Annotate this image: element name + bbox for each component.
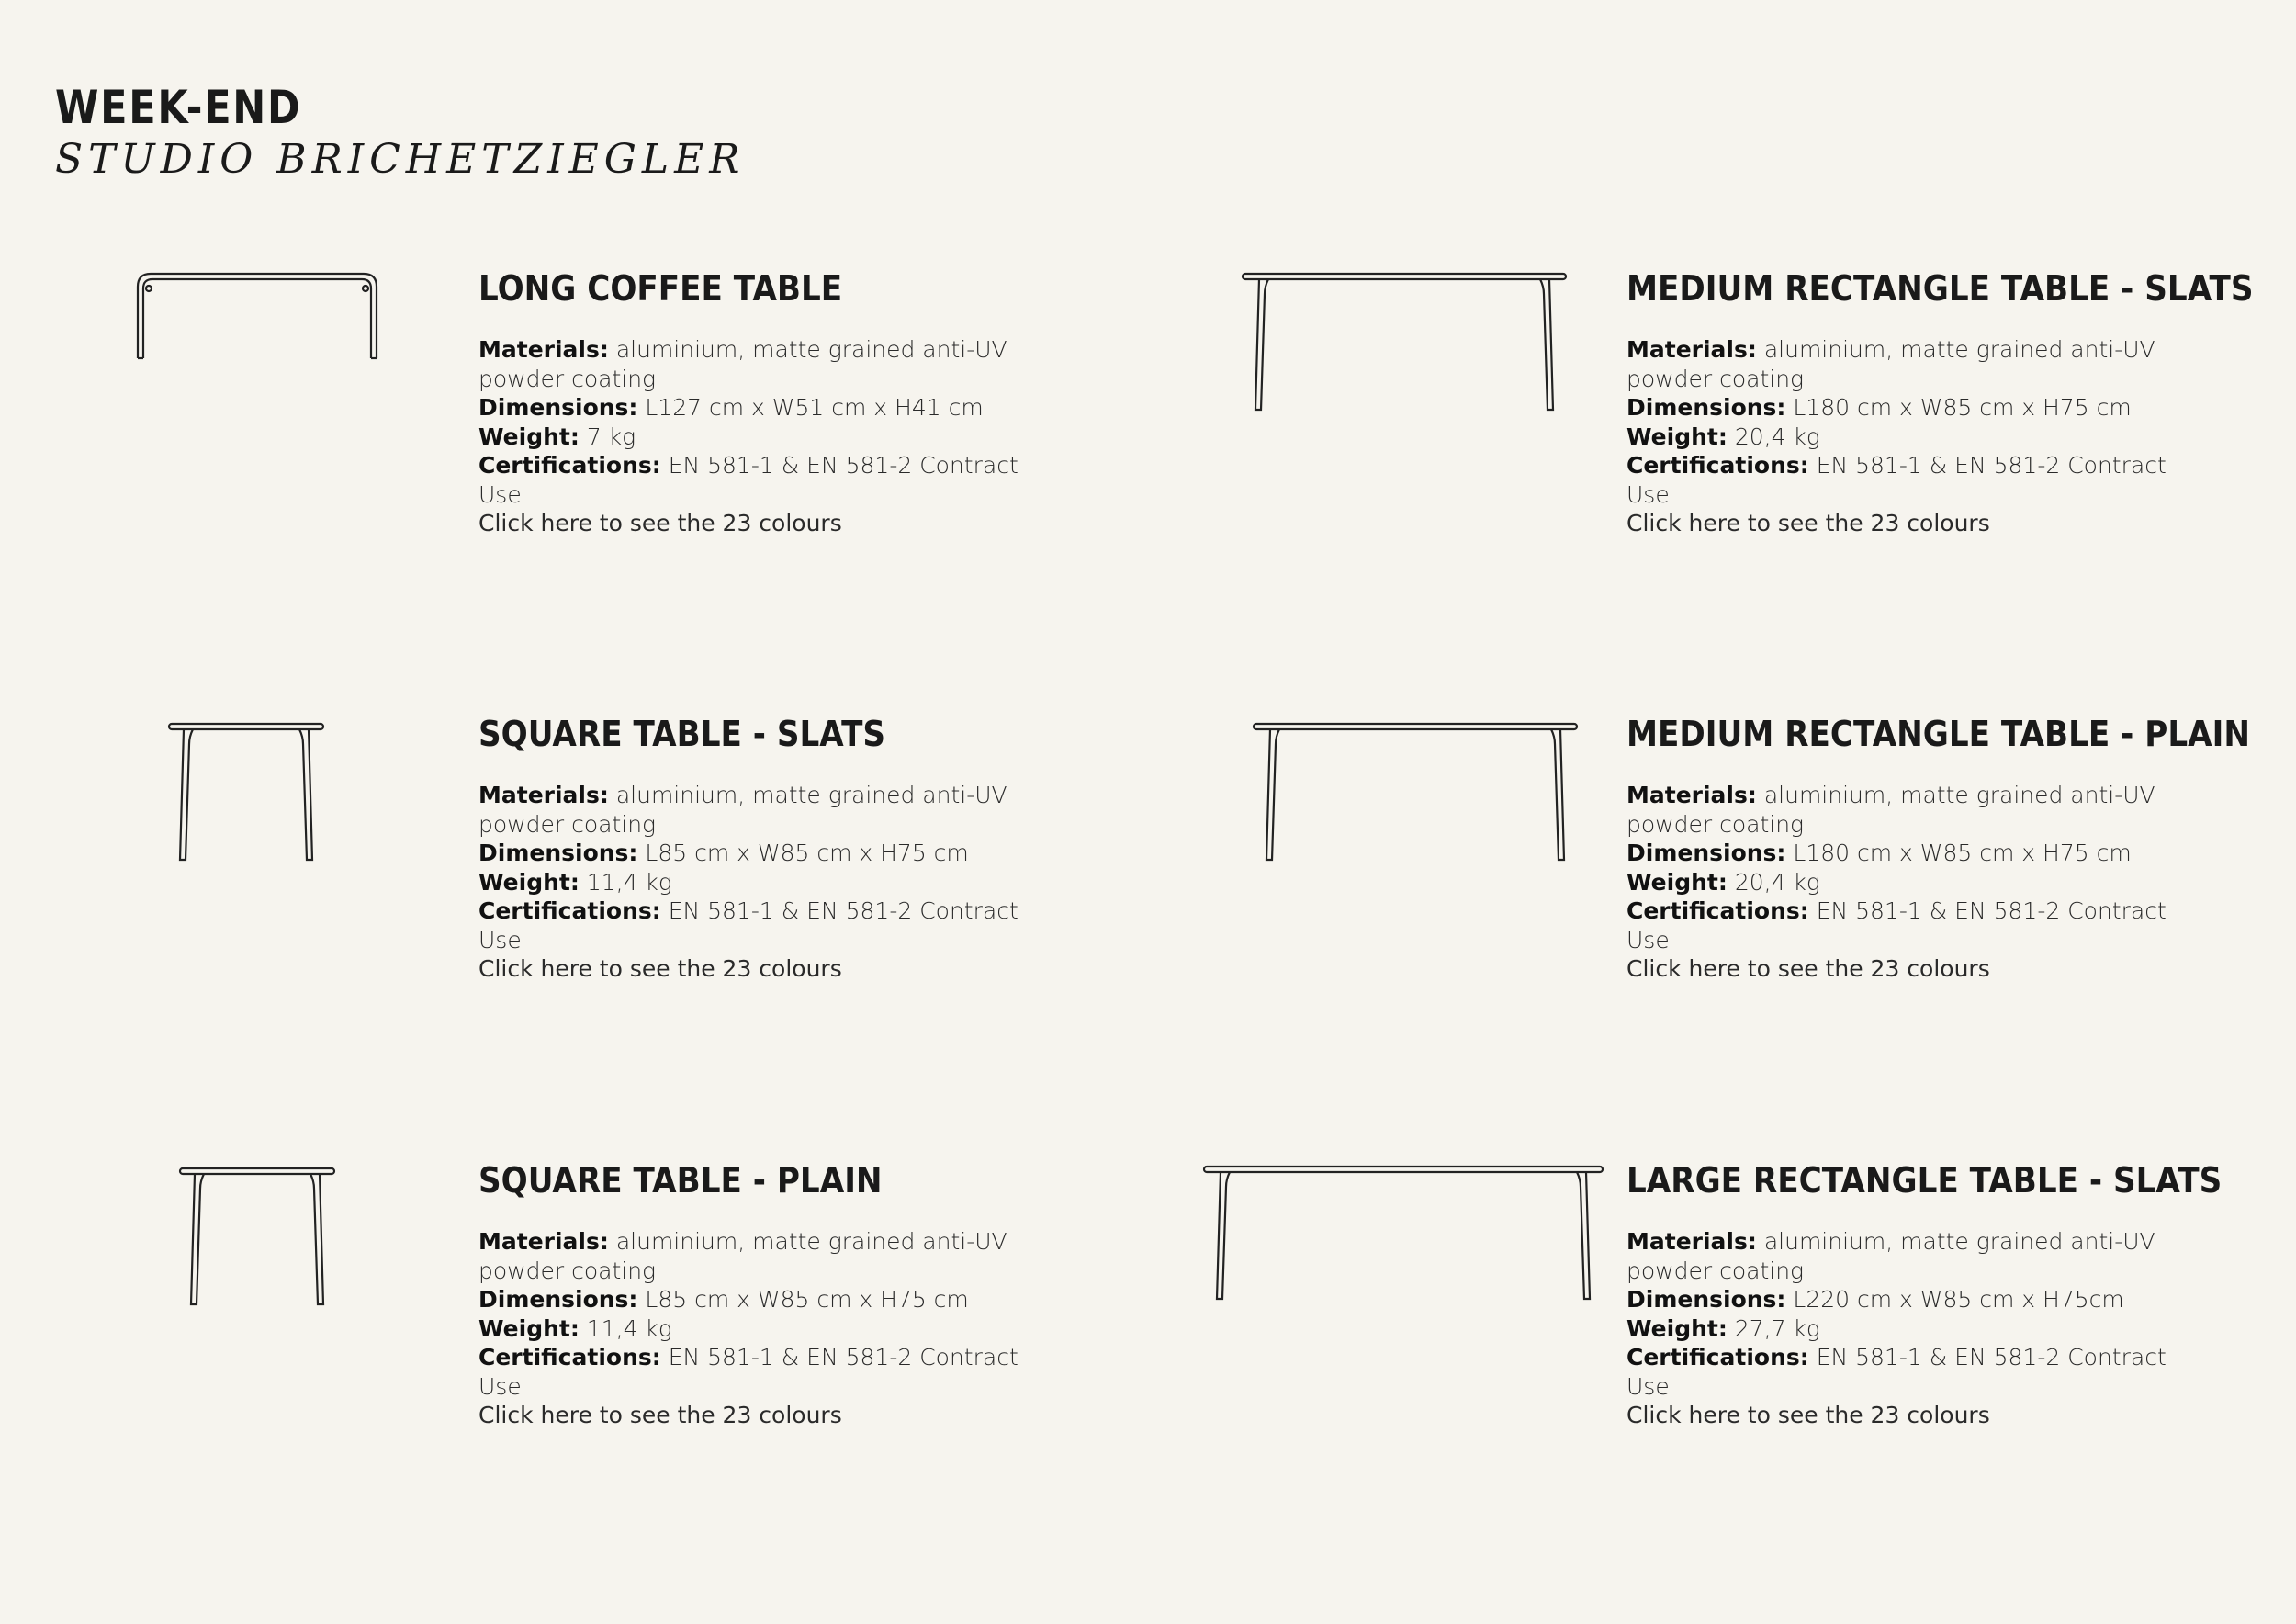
product-title: SQUARE TABLE - PLAIN xyxy=(478,1160,883,1201)
certifications-value: EN 581-1 & EN 581-2 Contract Use xyxy=(1626,1344,2167,1400)
dimensions-value: L220 cm x W85 cm x H75cm xyxy=(1793,1286,2124,1313)
dimensions-label: Dimensions: xyxy=(1626,1286,1786,1313)
weight-value: 11,4 kg xyxy=(586,1314,672,1342)
materials-label: Materials: xyxy=(478,336,609,363)
certifications-value: EN 581-1 & EN 581-2 Contract Use xyxy=(1626,452,2167,508)
colours-link[interactable]: Click here to see the 23 colours xyxy=(478,955,842,982)
materials-spec xyxy=(1626,781,2196,839)
product-card-medium-rectangle-table-slats xyxy=(1626,267,2254,538)
medium-rectangle-table-slats-drawing xyxy=(1237,266,1571,413)
certifications-value: EN 581-1 & EN 581-2 Contract Use xyxy=(478,1344,1019,1400)
colours-link[interactable]: Click here to see the 23 colours xyxy=(478,1402,842,1428)
colours-link[interactable]: Click here to see the 23 colours xyxy=(1626,1402,1990,1428)
dimensions-spec xyxy=(1626,393,2196,423)
certifications-label: Certifications: xyxy=(1626,452,1809,479)
materials-value: aluminium, matte grained anti-UV powder coating xyxy=(478,782,1007,838)
large-rectangle-table-slats-drawing xyxy=(1199,1159,1608,1303)
certifications-spec xyxy=(1626,897,2196,954)
dimensions-label: Dimensions: xyxy=(478,394,638,421)
dimensions-label: Dimensions: xyxy=(478,1286,638,1313)
weight-value: 27,7 kg xyxy=(1734,1314,1820,1342)
materials-label: Materials: xyxy=(478,782,609,808)
materials-label: Materials: xyxy=(1626,782,1757,808)
dimensions-value: L85 cm x W85 cm x H75 cm xyxy=(645,1286,969,1313)
materials-label: Materials: xyxy=(1626,336,1757,363)
product-title: MEDIUM RECTANGLE TABLE - SLATS xyxy=(1626,268,2254,309)
dimensions-value: L180 cm x W85 cm x H75 cm xyxy=(1793,840,2132,866)
product-card-long-coffee-table xyxy=(478,267,1048,538)
weight-value: 20,4 kg xyxy=(1734,868,1820,896)
square-table-slats-drawing xyxy=(163,716,329,863)
certifications-spec xyxy=(478,897,1048,954)
dimensions-label: Dimensions: xyxy=(1626,840,1786,866)
product-card-medium-rectangle-table-plain xyxy=(1626,713,2250,984)
certifications-value: EN 581-1 & EN 581-2 Contract Use xyxy=(478,452,1019,508)
collection-title: WEEK-END xyxy=(55,81,302,134)
medium-rectangle-table-plain-drawing xyxy=(1248,716,1582,863)
materials-value: aluminium, matte grained anti-UV powder coating xyxy=(478,1228,1007,1284)
certifications-spec xyxy=(478,451,1048,509)
materials-spec xyxy=(478,335,1048,393)
product-card-square-table-slats xyxy=(478,713,1048,984)
weight-label: Weight: xyxy=(478,423,580,450)
certifications-value: EN 581-1 & EN 581-2 Contract Use xyxy=(1626,897,2167,953)
certifications-spec xyxy=(1626,451,2196,509)
weight-spec xyxy=(478,868,1048,897)
weight-value: 11,4 kg xyxy=(586,868,672,896)
brand-header xyxy=(55,81,745,186)
materials-value: aluminium, matte grained anti-UV powder coating xyxy=(1626,336,2155,392)
product-card-large-rectangle-table-slats xyxy=(1626,1159,2223,1430)
weight-spec xyxy=(478,423,1048,452)
materials-spec xyxy=(1626,1227,2196,1285)
certifications-spec xyxy=(478,1343,1048,1401)
weight-value: 20,4 kg xyxy=(1734,423,1820,450)
dimensions-spec xyxy=(478,393,1048,423)
long-coffee-table-drawing xyxy=(129,266,386,367)
weight-label: Weight: xyxy=(478,1314,580,1342)
materials-value: aluminium, matte grained anti-UV powder coating xyxy=(1626,782,2155,838)
dimensions-spec xyxy=(1626,1285,2196,1314)
certifications-label: Certifications: xyxy=(478,897,661,924)
product-title: LARGE RECTANGLE TABLE - SLATS xyxy=(1626,1160,2223,1201)
dimensions-value: L127 cm x W51 cm x H41 cm xyxy=(645,394,984,421)
weight-label: Weight: xyxy=(1626,423,1728,450)
designer-name: STUDIO BRICHETZIEGLER xyxy=(55,136,746,183)
certifications-label: Certifications: xyxy=(478,452,661,479)
colours-link[interactable]: Click here to see the 23 colours xyxy=(1626,510,1990,536)
product-title: MEDIUM RECTANGLE TABLE - PLAIN xyxy=(1626,714,2250,754)
product-title: LONG COFFEE TABLE xyxy=(478,268,843,309)
materials-value: aluminium, matte grained anti-UV powder coating xyxy=(478,336,1007,392)
weight-spec xyxy=(1626,868,2196,897)
certifications-spec xyxy=(1626,1343,2196,1401)
materials-spec xyxy=(478,781,1048,839)
product-card-square-table-plain xyxy=(478,1159,1048,1430)
weight-label: Weight: xyxy=(1626,868,1728,896)
materials-spec xyxy=(478,1227,1048,1285)
materials-label: Materials: xyxy=(478,1228,609,1255)
materials-value: aluminium, matte grained anti-UV powder coating xyxy=(1626,1228,2155,1284)
weight-spec xyxy=(1626,423,2196,452)
dimensions-spec xyxy=(478,839,1048,868)
materials-spec xyxy=(1626,335,2196,393)
weight-spec xyxy=(1626,1314,2196,1344)
colours-link[interactable]: Click here to see the 23 colours xyxy=(478,510,842,536)
dimensions-spec xyxy=(478,1285,1048,1314)
product-title: SQUARE TABLE - SLATS xyxy=(478,714,886,754)
materials-label: Materials: xyxy=(1626,1228,1757,1255)
dimensions-label: Dimensions: xyxy=(1626,394,1786,421)
certifications-value: EN 581-1 & EN 581-2 Contract Use xyxy=(478,897,1019,953)
certifications-label: Certifications: xyxy=(1626,1344,1809,1370)
weight-label: Weight: xyxy=(478,868,580,896)
dimensions-label: Dimensions: xyxy=(478,840,638,866)
dimensions-value: L85 cm x W85 cm x H75 cm xyxy=(645,840,969,866)
weight-value: 7 kg xyxy=(586,423,636,450)
colours-link[interactable]: Click here to see the 23 colours xyxy=(1626,955,1990,982)
weight-spec xyxy=(478,1314,1048,1344)
dimensions-value: L180 cm x W85 cm x H75 cm xyxy=(1793,394,2132,421)
dimensions-spec xyxy=(1626,839,2196,868)
weight-label: Weight: xyxy=(1626,1314,1728,1342)
certifications-label: Certifications: xyxy=(478,1344,661,1370)
square-table-plain-drawing xyxy=(174,1161,340,1308)
certifications-label: Certifications: xyxy=(1626,897,1809,924)
